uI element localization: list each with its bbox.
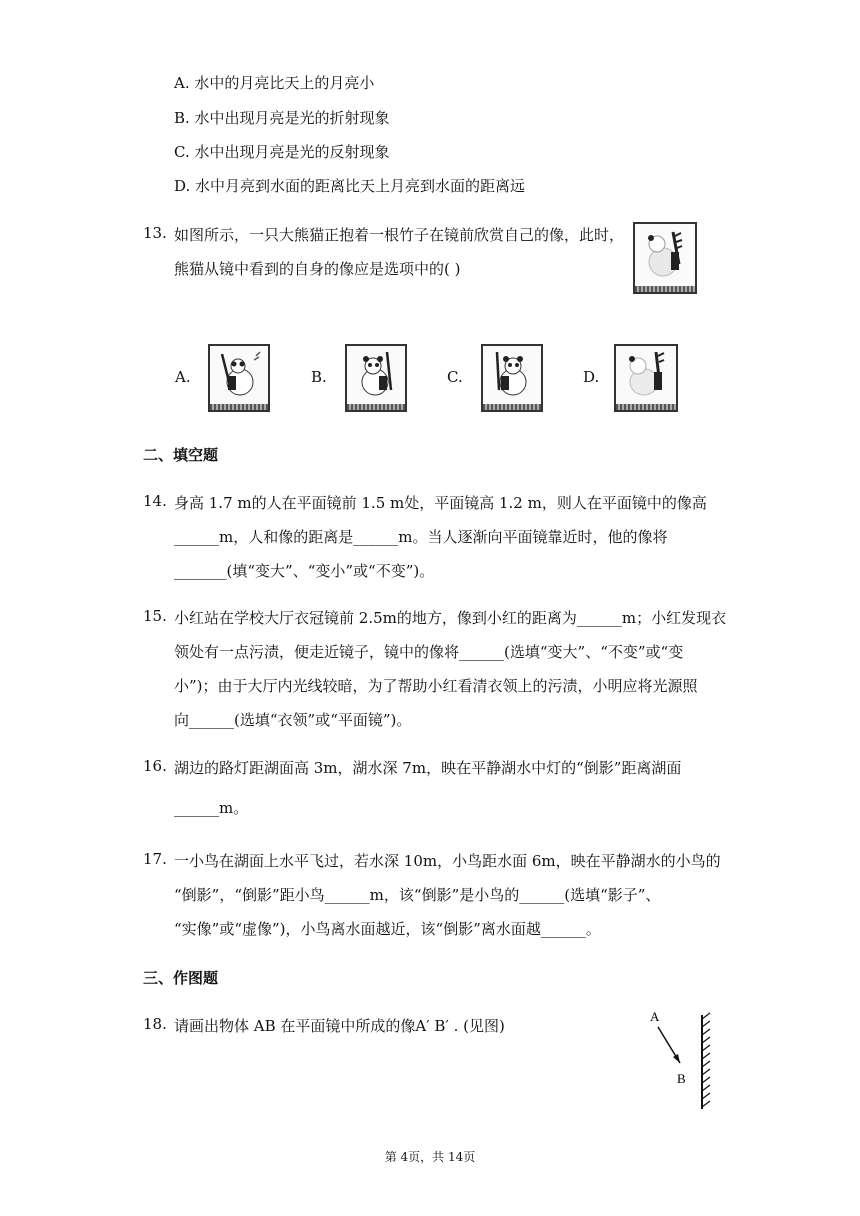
mirror-hatching xyxy=(702,1013,710,1107)
q18-text: 请画出物体 AB 在平面镜中所成的像A′ B′ . (见图) xyxy=(174,1017,505,1035)
panda-choice-d-image xyxy=(614,344,678,412)
q15-line4: 向______(选填“衣领”或“平面镜”)。 xyxy=(174,711,412,729)
q12-option-d: D. 水中月亮到水面的距离比天上月亮到水面的距离远 xyxy=(174,177,526,195)
q14-line2: ______m，人和像的距离是______m。当人逐渐向平面镜靠近时，他的像将 xyxy=(174,528,668,546)
q13-choice-a-label: A. xyxy=(175,368,191,386)
mirror-diagram xyxy=(640,1005,730,1115)
section-drawing-title: 三、作图题 xyxy=(143,969,219,987)
q17-line2: “倒影”，“倒影”距小鸟______m，该“倒影”是小鸟的______(选填“影子”、 xyxy=(174,886,661,904)
q14-number: 14. xyxy=(143,492,167,510)
q12-option-c: C. 水中出现月亮是光的反射现象 xyxy=(174,143,390,161)
q13-number: 13. xyxy=(143,224,167,242)
q17-number: 17. xyxy=(143,850,167,868)
point-b-label: B xyxy=(677,1071,686,1086)
q13-line2: 熊猫从镜中看到的自身的像应是选项中的( ) xyxy=(174,260,461,278)
mirror-diagram-svg xyxy=(640,1005,730,1115)
q16-line1: 湖边的路灯距湖面高 3m，湖水深 7m，映在平静湖水中灯的“倒影”距离湖面 xyxy=(174,759,682,777)
q13-line1: 如图所示，一只大熊猫正抱着一根竹子在镜前欣赏自己的像，此时， xyxy=(174,226,625,244)
q12-option-b: B. 水中出现月亮是光的折射现象 xyxy=(174,109,390,127)
q12-option-a: A. 水中的月亮比天上的月亮小 xyxy=(174,74,375,92)
q16-line2: ______m。 xyxy=(174,799,249,817)
page-footer: 第 4页，共 14页 xyxy=(384,1150,476,1164)
panda-choice-b-image xyxy=(345,344,407,412)
panda-choice-c-image xyxy=(481,344,543,412)
q14-line3: _______(填“变大”、“变小”或“不变”)。 xyxy=(174,562,435,580)
q16-number: 16. xyxy=(143,757,167,775)
q15-line3: 小”)；由于大厅内光线较暗，为了帮助小红看清衣领上的污渍，小明应将光源照 xyxy=(174,677,698,695)
q13-choice-d-label: D. xyxy=(583,368,600,386)
q18-number: 18. xyxy=(143,1015,167,1033)
panda-mirror-image xyxy=(633,222,697,294)
section-fill-in-title: 二、填空题 xyxy=(143,446,219,464)
q15-line2: 领处有一点污渍，便走近镜子，镜中的像将______(选填“变大”、“不变”或“变 xyxy=(174,643,684,661)
q17-line3: “实像”或“虚像”)，小鸟离水面越近，该“倒影”离水面越______。 xyxy=(174,920,601,938)
point-a-label: A xyxy=(650,1009,660,1024)
q17-line1: 一小鸟在湖面上水平飞过，若水深 10m，小鸟距水面 6m，映在平静湖水的小鸟的 xyxy=(174,852,721,870)
arrow-head xyxy=(673,1054,680,1063)
q14-line1: 身高 1.7 m的人在平面镜前 1.5 m处，平面镜高 1.2 m，则人在平面镜中的像高 xyxy=(174,494,707,512)
q15-number: 15. xyxy=(143,607,167,625)
q13-choice-b-label: B. xyxy=(311,368,327,386)
q13-choice-c-label: C. xyxy=(447,368,463,386)
q15-line1: 小红站在学校大厅衣冠镜前 2.5m的地方，像到小红的距离为______m；小红发现衣 xyxy=(174,609,727,627)
panda-choice-a-image xyxy=(208,344,270,412)
